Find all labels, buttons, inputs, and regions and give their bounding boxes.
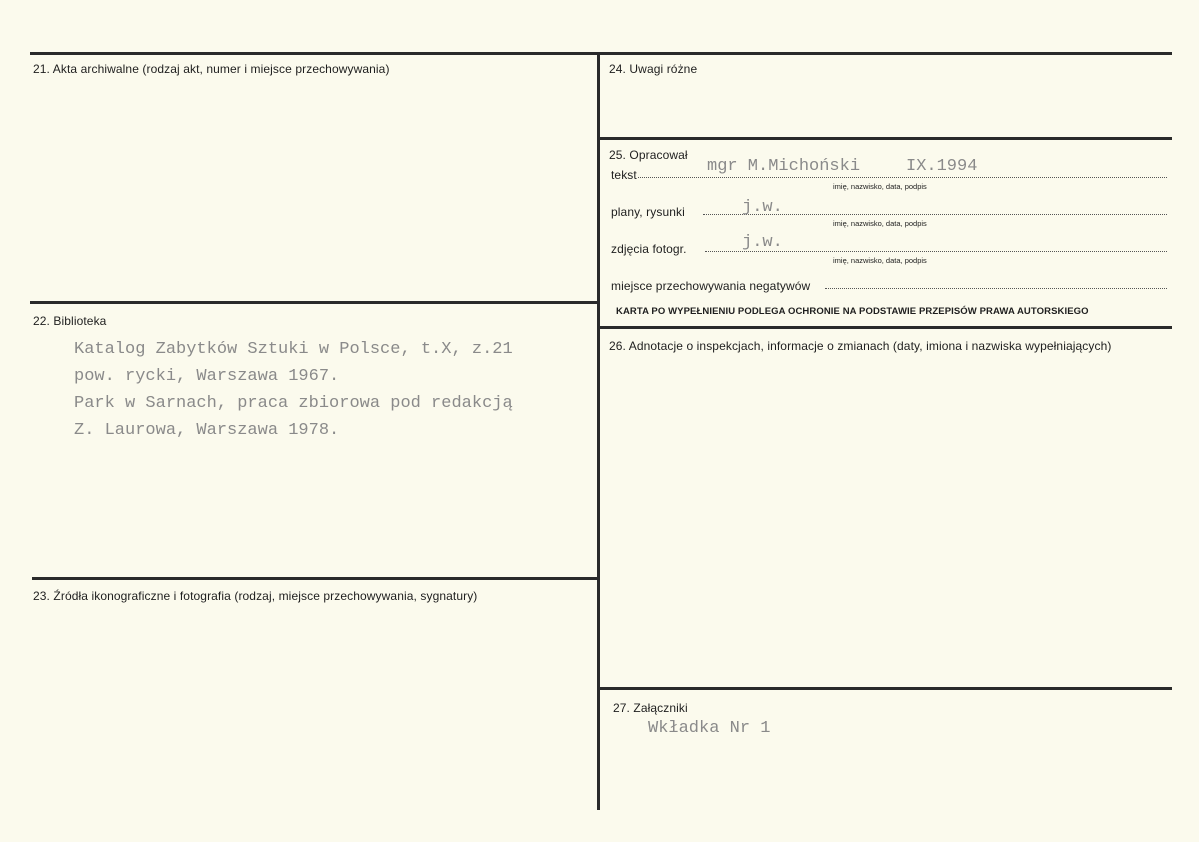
top-rule-right <box>598 52 1172 55</box>
tekst-author-value: mgr M.Michoński <box>707 157 861 176</box>
section-23-label: 23. Źródła ikonograficzne i fotografia (rodzaj, miejsce przechowywania, sygnatury) <box>33 589 478 603</box>
attachment-value: Wkładka Nr 1 <box>648 719 771 738</box>
plany-label: plany, rysunki <box>611 205 685 219</box>
tekst-hint: imię, nazwisko, data, podpis <box>833 182 927 191</box>
bibliography-line: Z. Laurowa, Warszawa 1978. <box>74 421 340 440</box>
section-26-label: 26. Adnotacje o inspekcjach, informacje o zmianach (daty, imiona i nazwiska wypełniających) <box>609 339 1112 353</box>
bibliography-line: Katalog Zabytków Sztuki w Polsce, t.X, z.21 <box>74 340 513 359</box>
section-22-label: 22. Biblioteka <box>33 314 107 328</box>
rule-above-section-26 <box>600 326 1172 329</box>
negatywy-label: miejsce przechowywania negatywów <box>611 279 811 293</box>
rule-above-section-23 <box>32 577 598 580</box>
bibliography-line: pow. rycki, Warszawa 1967. <box>74 367 340 386</box>
section-25-label: 25. Opracował <box>609 148 688 162</box>
zdjecia-value: j.w. <box>742 233 783 252</box>
center-divider <box>597 52 600 810</box>
section-24-label: 24. Uwagi różne <box>609 62 698 76</box>
tekst-dotted-line <box>638 177 1167 178</box>
bibliography-entries <box>74 336 513 444</box>
section-21-label: 21. Akta archiwalne (rodzaj akt, numer i miejsce przechowywania) <box>33 62 390 76</box>
rule-above-section-22 <box>30 301 598 304</box>
section-27-label: 27. Załączniki <box>613 701 688 715</box>
zdjecia-label: zdjęcia fotogr. <box>611 242 687 256</box>
bibliography-line: Park w Sarnach, praca zbiorowa pod redakcją <box>74 394 513 413</box>
top-rule-left <box>30 52 598 55</box>
plany-value: j.w. <box>742 198 783 217</box>
tekst-date-value: IX.1994 <box>906 157 978 176</box>
negatywy-dotted-line <box>825 288 1167 289</box>
copyright-notice: KARTA PO WYPEŁNIENIU PODLEGA OCHRONIE NA PODSTAWIE PRZEPISÓW PRAWA AUTORSKIEGO <box>616 306 1089 317</box>
rule-above-section-27 <box>600 687 1172 690</box>
rule-above-section-25 <box>600 137 1172 140</box>
tekst-label: tekst <box>611 168 637 182</box>
zdjecia-hint: imię, nazwisko, data, podpis <box>833 256 927 265</box>
plany-hint: imię, nazwisko, data, podpis <box>833 219 927 228</box>
